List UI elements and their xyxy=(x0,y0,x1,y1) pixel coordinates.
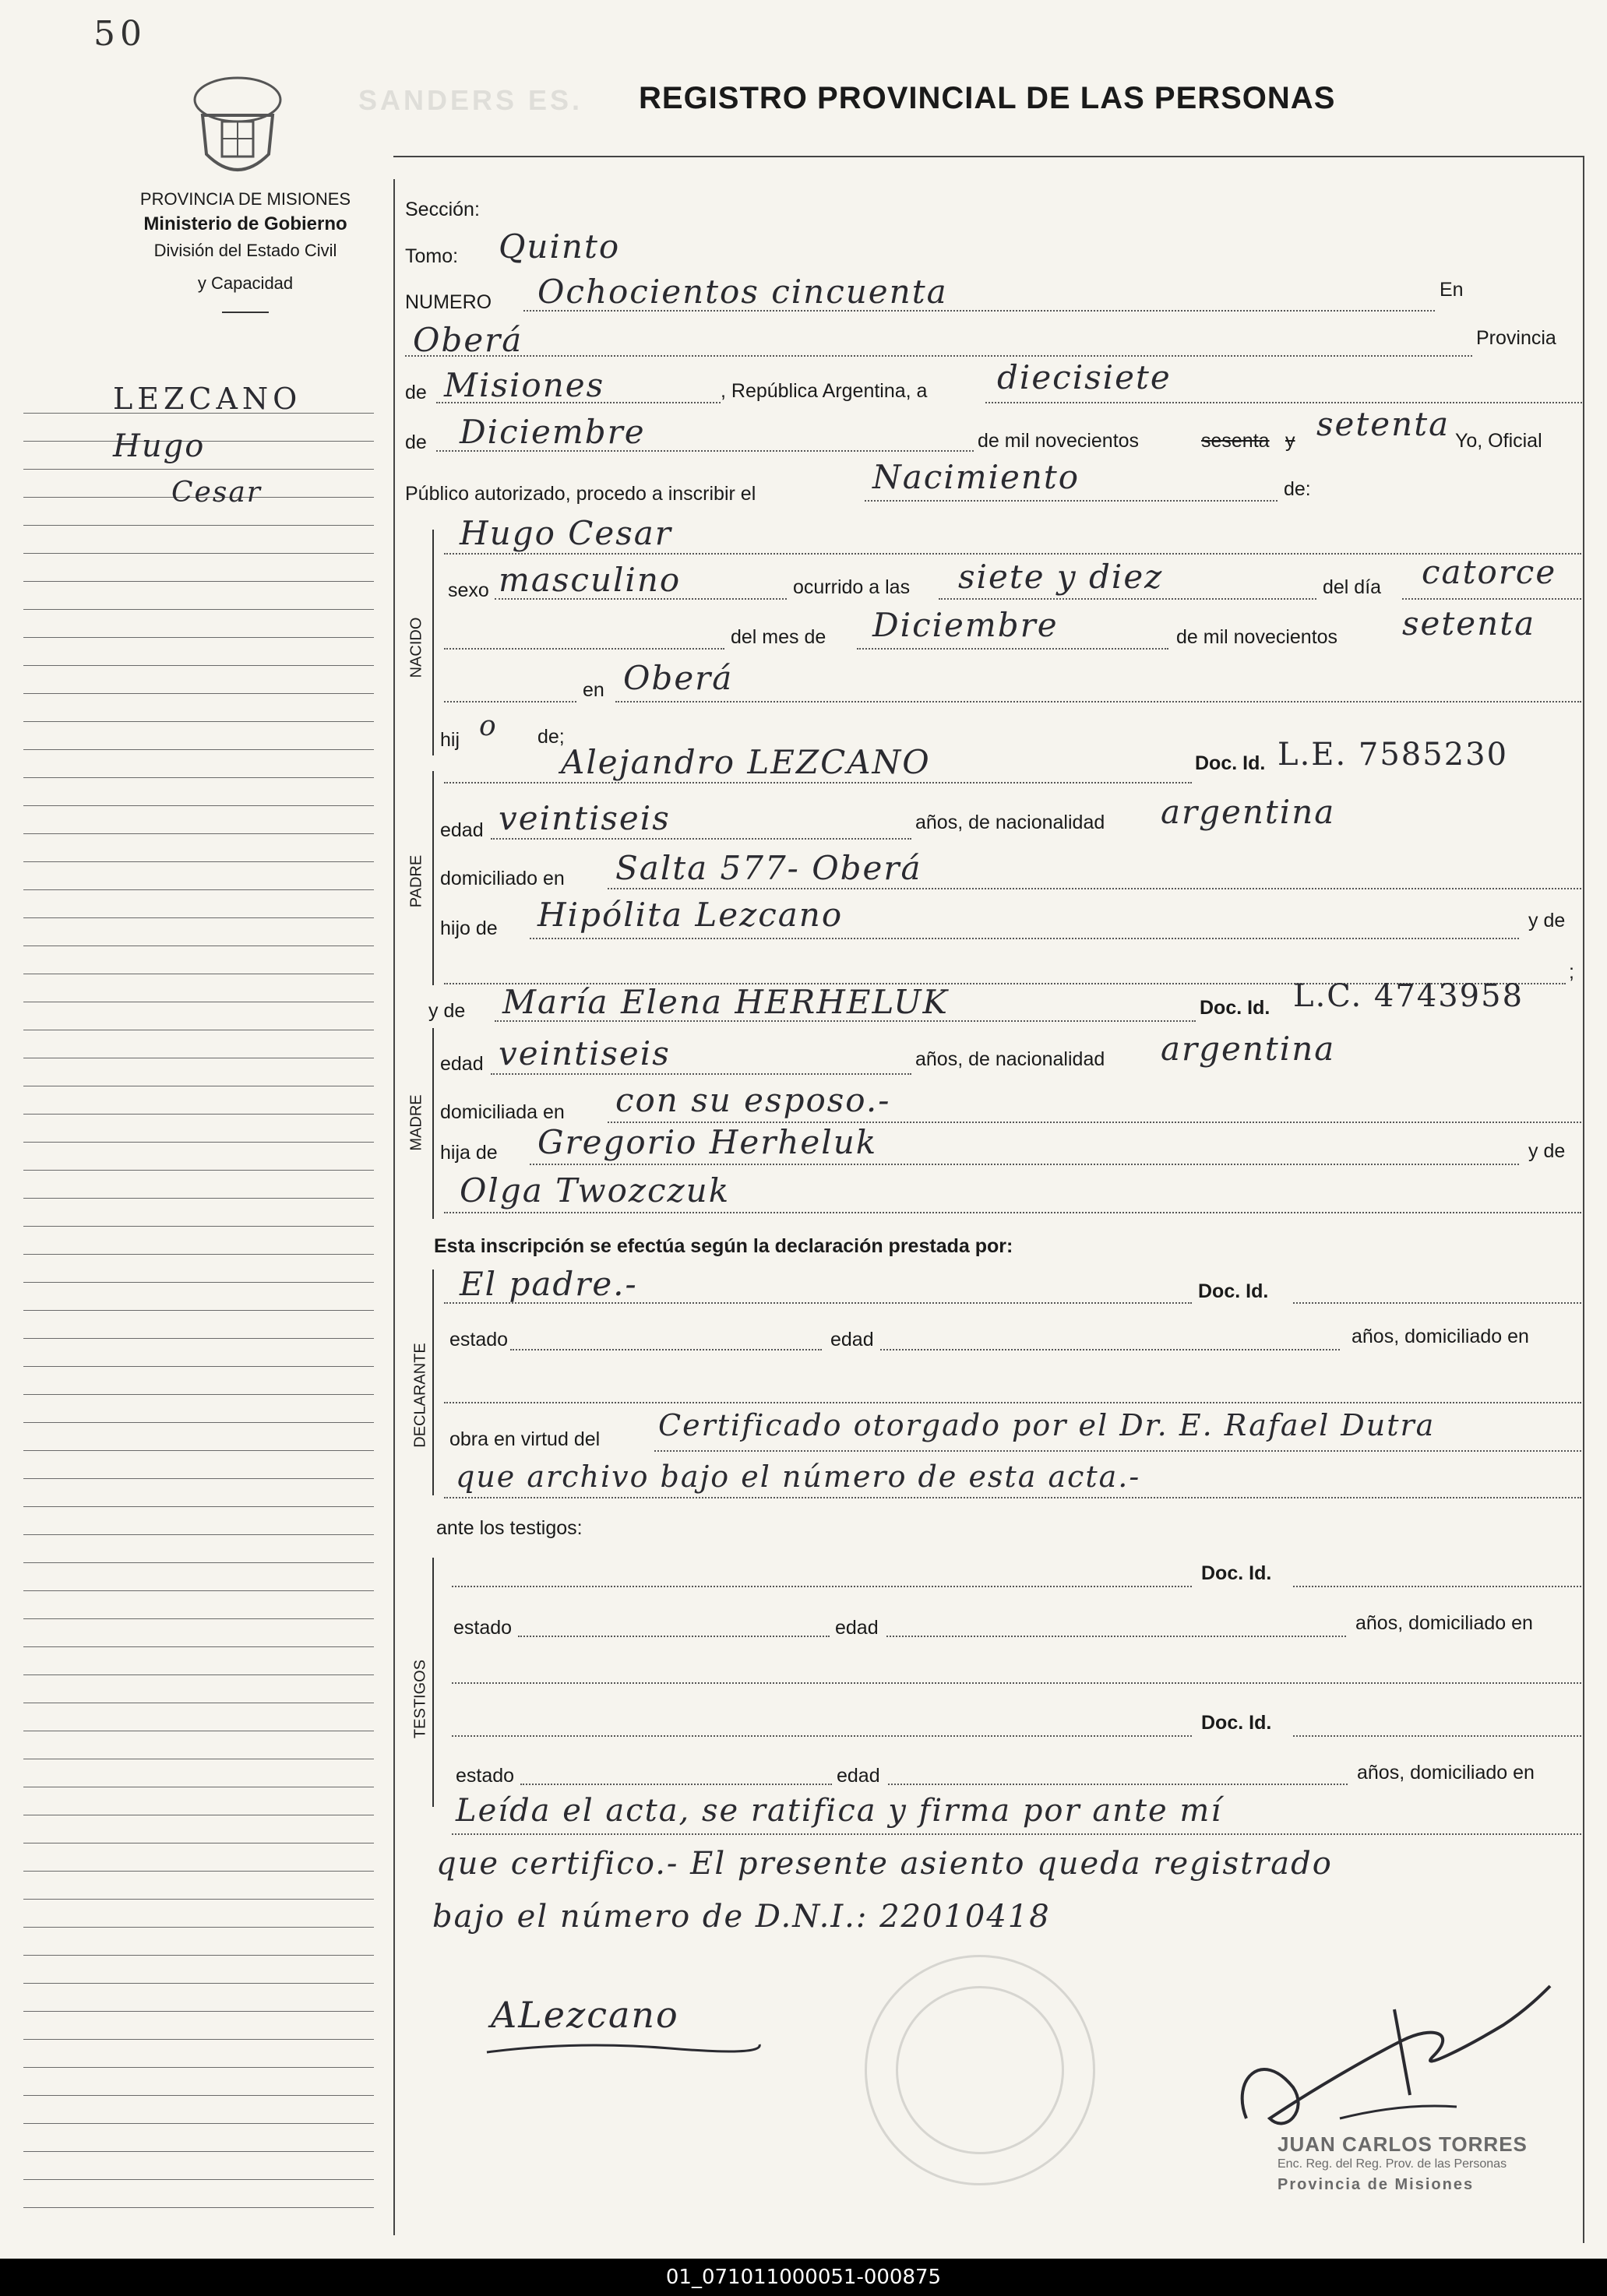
field-madre-nombre: María Elena HERHELUK xyxy=(502,983,949,1021)
margin-ruled-line xyxy=(23,609,374,610)
margin-ruled-line xyxy=(23,805,374,806)
field-madre-dom: con su esposo.- xyxy=(615,1081,891,1119)
margin-ruled-line xyxy=(23,2095,374,2096)
margin-ruled-line xyxy=(23,1338,374,1339)
field-hora: siete y diez xyxy=(958,558,1164,596)
field-madre-edad: veintiseis xyxy=(499,1034,671,1072)
margin-ruled-line xyxy=(23,665,374,666)
label-hij: hij xyxy=(440,729,460,751)
field-padre-doc: L.E. 7585230 xyxy=(1277,737,1509,773)
label-padre-anios-nac: años, de nacionalidad xyxy=(915,812,1105,833)
margin-ruled-line xyxy=(23,1282,374,1283)
label-provincia: Provincia xyxy=(1476,327,1556,349)
hora-line xyxy=(939,598,1316,600)
label-y-struck: y xyxy=(1285,430,1295,452)
label-declarante: DECLARANTE xyxy=(411,1343,429,1448)
declarante-estado-line xyxy=(510,1349,822,1350)
field-padre-dom: Salta 577- Oberá xyxy=(615,849,922,887)
declarante-bracket xyxy=(432,1269,434,1495)
margin-ruled-line xyxy=(23,2207,374,2208)
field-mes-nac: Diciembre xyxy=(872,606,1059,644)
label-nacido: NACIDO xyxy=(407,617,425,678)
margin-surname: LEZCANO xyxy=(113,382,302,416)
testigo2-doc-line xyxy=(1293,1735,1581,1737)
testigos-bracket xyxy=(432,1558,434,1807)
stamp-name: JUAN CARLOS TORRES xyxy=(1277,2132,1528,2156)
label-testigos: TESTIGOS xyxy=(411,1659,429,1739)
label-en-lugar: en xyxy=(583,679,604,701)
madre-madre-line xyxy=(444,1212,1581,1213)
margin-ruled-line xyxy=(23,693,374,694)
margin-ruled-line xyxy=(23,1618,374,1619)
label-de-mes: de xyxy=(405,431,427,453)
margin-ruled-line xyxy=(23,861,374,862)
margin-ruled-line xyxy=(23,2123,374,2124)
declarante-filler-line xyxy=(444,1402,1581,1403)
field-anio: setenta xyxy=(1316,405,1450,443)
label-padre-y-de: y de xyxy=(1528,910,1566,931)
label-tomo: Tomo: xyxy=(405,245,459,267)
label-ocurrido: ocurrido a las xyxy=(793,576,911,598)
label-publico: Público autorizado, procedo a inscribir el xyxy=(405,483,756,505)
margin-ruled-line xyxy=(23,637,374,638)
closing-line-3: bajo el número de D.N.I.: 22010418 xyxy=(432,1899,1051,1935)
lugar-line xyxy=(615,701,1581,703)
margin-ruled-line xyxy=(23,1226,374,1227)
label-madre-doc: Doc. Id. xyxy=(1200,997,1270,1019)
margin-ruled-line xyxy=(23,1366,374,1367)
field-padre-nombre: Alejandro LEZCANO xyxy=(561,743,931,781)
margin-ruled-line xyxy=(23,1562,374,1563)
label-testigo2-estado: estado xyxy=(456,1765,515,1787)
filler-line-2 xyxy=(444,701,576,703)
margin-ruled-line xyxy=(23,2011,374,2012)
label-padre-edad: edad xyxy=(440,819,484,841)
field-mes: Diciembre xyxy=(460,413,646,451)
padre-edad-line xyxy=(491,838,911,840)
field-anio-nac: setenta xyxy=(1402,604,1536,643)
margin-ruled-line xyxy=(23,469,374,470)
nacido-bracket xyxy=(432,530,434,755)
testigo1-edad-line xyxy=(886,1636,1346,1637)
field-madre-doc: L.C. 4743958 xyxy=(1293,978,1524,1014)
label-del-dia: del día xyxy=(1323,576,1382,598)
declarante-line xyxy=(444,1302,1192,1304)
label-inscripcion: Esta inscripción se efectúa según la declaración prestada por: xyxy=(434,1235,1013,1257)
margin-ruled-line xyxy=(23,1394,374,1395)
margin-ruled-line xyxy=(23,1310,374,1311)
field-certificado2: que archivo bajo el número de esta acta.- xyxy=(456,1460,1141,1494)
label-del-mes: del mes de xyxy=(731,626,826,648)
testigo2-edad-line xyxy=(888,1784,1348,1785)
field-madre-madre: Olga Twozczuk xyxy=(460,1171,731,1210)
label-en: En xyxy=(1440,279,1464,301)
field-hij-suffix: o xyxy=(479,710,498,742)
margin-ruled-line xyxy=(23,1422,374,1423)
stamp-province: Provincia de Misiones xyxy=(1277,2176,1475,2193)
margin-ruled-line xyxy=(23,581,374,582)
label-ante-testigos: ante los testigos: xyxy=(436,1517,583,1539)
closing-line-1-rule xyxy=(452,1833,1581,1835)
label-padre-domicilio: domiciliado en xyxy=(440,868,565,889)
org-capacity: y Capacidad xyxy=(197,273,294,293)
testigo1-doc-line xyxy=(1293,1586,1581,1587)
left-column-border xyxy=(393,179,395,2235)
label-republica: , República Argentina, a xyxy=(721,380,928,402)
page-title: REGISTRO PROVINCIAL DE LAS PERSONAS xyxy=(639,81,1336,115)
field-dia-nac: catorce xyxy=(1422,553,1557,591)
localidad-line xyxy=(405,355,1472,357)
field-dia: diecisiete xyxy=(997,358,1172,396)
padre-nombre-line xyxy=(444,782,1192,784)
field-nombre: Hugo Cesar xyxy=(460,514,672,552)
label-testigo2-doc: Doc. Id. xyxy=(1201,1712,1272,1734)
label-de-provincia: de xyxy=(405,382,427,403)
testigo1-estado-line xyxy=(518,1636,830,1637)
margin-ruled-line xyxy=(23,1674,374,1675)
margin-ruled-line xyxy=(23,525,374,526)
label-testigo1-estado: estado xyxy=(453,1617,513,1639)
signature-lezcano: ALezcano xyxy=(491,1994,679,2036)
field-lugar-nac: Oberá xyxy=(623,659,734,697)
margin-ruled-line xyxy=(23,2067,374,2068)
stamp-title: Enc. Reg. del Reg. Prov. de las Personas xyxy=(1277,2157,1507,2171)
label-numero: NUMERO xyxy=(405,291,492,313)
label-seccion: Sección: xyxy=(405,199,480,220)
label-yo-oficial: Yo, Oficial xyxy=(1455,430,1542,452)
label-testigo1-anios-dom: años, domiciliado en xyxy=(1355,1612,1533,1634)
margin-ruled-line xyxy=(23,1198,374,1199)
signature-lezcano-underline-icon xyxy=(483,2033,763,2064)
margin-ruled-line xyxy=(23,1871,374,1872)
closing-line-1: Leída el acta, se ratifica y firma por ante mí xyxy=(456,1793,1223,1829)
margin-ruled-line xyxy=(23,777,374,778)
label-mil-novecientos: de mil novecientos xyxy=(978,430,1140,452)
margin-ruled-line xyxy=(23,889,374,890)
label-madre-edad: edad xyxy=(440,1053,484,1075)
label-padre-doc: Doc. Id. xyxy=(1195,752,1266,774)
madre-bracket xyxy=(432,1028,434,1219)
margin-ruled-line xyxy=(23,1646,374,1647)
label-semicolon: ; xyxy=(1569,961,1574,983)
declarante-doc-line xyxy=(1293,1302,1581,1304)
margin-ruled-line xyxy=(23,1114,374,1115)
margin-ruled-line xyxy=(23,1534,374,1535)
page-number: 50 xyxy=(93,14,146,54)
mes-nac-line xyxy=(857,648,1168,650)
madre-nombre-line xyxy=(495,1020,1196,1022)
signature-official-icon xyxy=(1200,1963,1558,2150)
field-tomo: Quinto xyxy=(499,227,621,266)
field-provincia: Misiones xyxy=(444,366,605,404)
org-ministry: Ministerio de Gobierno xyxy=(143,213,347,234)
nombre-line xyxy=(444,553,1581,555)
margin-ruled-line xyxy=(23,1170,374,1171)
label-declarante-doc: Doc. Id. xyxy=(1198,1280,1269,1302)
acto-line xyxy=(865,500,1277,502)
field-sexo: masculino xyxy=(499,561,682,599)
faded-heading: SANDERS ES. xyxy=(358,84,583,116)
margin-ruled-line xyxy=(23,1142,374,1143)
label-testigo2-anios-dom: años, domiciliado en xyxy=(1357,1762,1535,1784)
margin-ruled-line xyxy=(23,917,374,918)
margin-ruled-line xyxy=(23,1590,374,1591)
field-padre-nac: argentina xyxy=(1161,793,1336,831)
margin-ruled-line xyxy=(23,2179,374,2180)
top-border xyxy=(393,156,1584,157)
numero-line xyxy=(523,310,1435,312)
testigo1-filler-line xyxy=(452,1682,1581,1684)
field-numero: Ochocientos cincuenta xyxy=(537,273,948,311)
madre-edad-line xyxy=(491,1073,911,1075)
label-sesenta-struck: sesenta xyxy=(1201,430,1270,452)
label-de-colon: de: xyxy=(1284,478,1311,500)
field-declarante: El padre.- xyxy=(460,1265,638,1303)
margin-ruled-line xyxy=(23,1899,374,1900)
label-madre-hija-de: hija de xyxy=(440,1142,498,1164)
label-declarante-anios-dom: años, domiciliado en xyxy=(1352,1326,1529,1347)
footer-bar xyxy=(0,2259,1607,2296)
label-declarante-edad: edad xyxy=(830,1329,874,1350)
certificado2-line xyxy=(444,1497,1581,1498)
declarante-edad-line xyxy=(880,1349,1340,1350)
madre-hija-line xyxy=(530,1164,1519,1165)
margin-ruled-line xyxy=(23,721,374,722)
sexo-line xyxy=(495,598,787,600)
label-testigo1-doc: Doc. Id. xyxy=(1201,1562,1272,1584)
label-sexo: sexo xyxy=(448,579,489,601)
footer-id: 01_071011000051-000875 xyxy=(665,2266,942,2289)
margin-ruled-line xyxy=(23,749,374,750)
label-de-semicolon: de; xyxy=(537,726,565,748)
label-testigo1-edad: edad xyxy=(835,1617,879,1639)
label-madre-y-de: y de xyxy=(1528,1140,1566,1162)
padre-dom-line xyxy=(608,888,1581,889)
margin-ruled-line xyxy=(23,1478,374,1479)
org-divider xyxy=(222,312,269,313)
testigo2-line xyxy=(452,1735,1192,1737)
field-padre-edad: veintiseis xyxy=(499,799,671,837)
margin-ruled-line xyxy=(23,1254,374,1255)
field-localidad: Oberá xyxy=(413,321,523,359)
label-madre: MADRE xyxy=(407,1094,425,1151)
margin-ruled-line xyxy=(23,1927,374,1928)
field-padre-hijo-de: Hipólita Lezcano xyxy=(537,896,844,934)
testigo2-estado-line xyxy=(520,1784,832,1785)
margin-ruled-line xyxy=(23,2039,374,2040)
label-madre-anios-nac: años, de nacionalidad xyxy=(915,1048,1105,1070)
label-obra: obra en virtud del xyxy=(449,1428,601,1450)
margin-ruled-line xyxy=(23,1450,374,1451)
provincia-line xyxy=(436,402,721,403)
dia-nac-line xyxy=(1402,598,1581,600)
margin-ruled-line xyxy=(23,833,374,834)
margin-ruled-line xyxy=(23,1955,374,1956)
margin-ruled-line xyxy=(23,1983,374,1984)
margin-name1: Hugo xyxy=(113,428,206,464)
margin-ruled-line xyxy=(23,553,374,554)
field-certificado1: Certificado otorgado por el Dr. E. Rafael Dutra xyxy=(658,1408,1436,1442)
label-declarante-estado: estado xyxy=(449,1329,509,1350)
testigo1-line xyxy=(452,1586,1192,1587)
margin-ruled-line xyxy=(23,2151,374,2152)
certificado1-line xyxy=(654,1450,1581,1452)
field-madre-nac: argentina xyxy=(1161,1030,1336,1068)
label-padre: PADRE xyxy=(407,854,425,908)
margin-name2: Cesar xyxy=(171,477,262,509)
label-y-de-madre: y de xyxy=(428,1000,466,1022)
label-padre-hijo-de: hijo de xyxy=(440,917,498,939)
label-testigo2-edad: edad xyxy=(837,1765,880,1787)
mes-line xyxy=(436,450,974,452)
padre-bracket xyxy=(432,771,434,985)
filler-line-1 xyxy=(444,648,724,650)
field-acto: Nacimiento xyxy=(872,458,1080,496)
closing-line-2: que certifico.- El presente asiento queda registrado xyxy=(436,1846,1333,1882)
label-madre-domicilio: domiciliada en xyxy=(440,1101,565,1123)
padre-hijo-line xyxy=(530,938,1519,939)
round-seal-inner xyxy=(896,1986,1064,2154)
org-division: División del Estado Civil xyxy=(153,241,337,260)
label-mil-nov2: de mil novecientos xyxy=(1176,626,1338,648)
right-border xyxy=(1583,156,1584,2243)
field-madre-hija-de: Gregorio Herheluk xyxy=(537,1123,878,1161)
org-province: PROVINCIA DE MISIONES xyxy=(139,189,351,209)
coat-of-arms-icon xyxy=(187,69,288,185)
dia-line xyxy=(985,402,1582,403)
margin-ruled-line xyxy=(23,1506,374,1507)
